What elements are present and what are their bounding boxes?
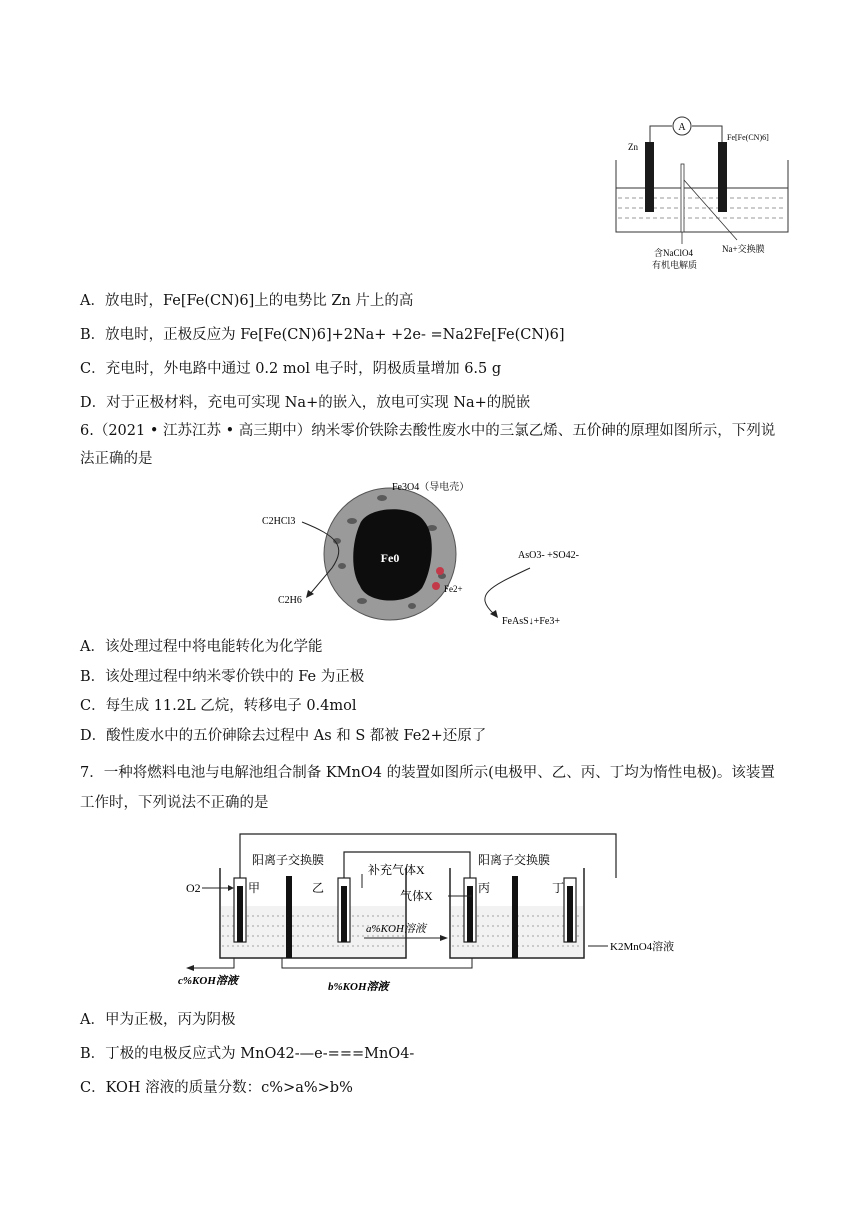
ions-out-label: FeAsS↓+Fe3+: [502, 616, 560, 627]
ions-in-label: AsO3- +SO42-: [518, 550, 579, 561]
membrane-label: Na+交换膜: [722, 244, 765, 254]
q6-option-b: B．该处理过程中纳米零价铁中的 Fe 为正极: [80, 669, 365, 685]
q5-option-d: D．对于正极材料，充电可实现 Na+的嵌入，放电可实现 Na+的脱嵌: [80, 395, 531, 411]
fuel-cell-diagram: [172, 828, 692, 1000]
koh-b-label: b%KOH溶液: [328, 981, 389, 993]
zn-electrode: [645, 142, 654, 212]
membrane-left-label: 阳离子交换膜: [252, 853, 325, 867]
fe-electrode: [718, 142, 727, 212]
koh-a-label: a%KOH溶液: [366, 923, 426, 935]
q6-stem-line2: 法正确的是: [80, 451, 153, 467]
electrode-yi: 乙: [312, 881, 325, 895]
core-label: Fe0: [380, 551, 400, 565]
ammeter-label: A: [678, 122, 686, 133]
q7-option-b: B．丁极的电极反应式为 MnO42-—e-===MnO4-: [80, 1046, 415, 1062]
ion-label: Fe2+: [444, 584, 463, 594]
q6-stem-line1: 6.（2021 • 江苏江苏 • 高三期中）纳米零价铁除去酸性废水中的三氯乙烯、五价砷的原理如图所示，下列说: [80, 423, 776, 439]
zn-label: Zn: [628, 142, 638, 152]
membrane-right-label: 阳离子交换膜: [478, 853, 551, 867]
fe-label: Fe[Fe(CN)6]: [727, 133, 769, 142]
electrolyte-label-2: 有机电解质: [652, 260, 698, 270]
supply-gas-label: 补充气体X: [368, 863, 425, 877]
q7-option-c: C．KOH 溶液的质量分数：c%>a%>b%: [80, 1080, 353, 1096]
q7-stem-line1: 7．一种将燃料电池与电解池组合制备 KMnO4 的装置如图所示(电极甲、乙、丙、丁均为惰性电极)。该装置: [80, 765, 775, 781]
o2-label: O2: [186, 881, 201, 895]
koh-c-label: c%KOH溶液: [178, 975, 238, 987]
q6-option-c: C．每生成 11.2L 乙烷，转移电子 0.4mol: [80, 698, 357, 714]
q7-stem-line2: 工作时，下列说法不正确的是: [80, 795, 269, 811]
electrode-ding: 丁: [552, 881, 565, 895]
k2mno4-label: K2MnO4溶液: [610, 941, 675, 953]
electrode-jia: 甲: [248, 881, 261, 895]
shell-label: Fe3O4（导电壳）: [392, 482, 470, 493]
q5-option-b: B．放电时，正极反应为 Fe[Fe(CN)6]+2Na+ +2e- =Na2Fe[Fe(CN)6]: [80, 327, 565, 343]
q5-option-c: C．充电时，外电路中通过 0.2 mol 电子时，阴极质量增加 6.5 g: [80, 361, 502, 377]
q5-option-a: A．放电时，Fe[Fe(CN)6]上的电势比 Zn 片上的高: [80, 293, 414, 309]
battery-diagram: [612, 110, 792, 285]
electrode-bing: 丙: [478, 881, 491, 895]
electrolyte-label-1: 含NaClO4: [654, 248, 693, 258]
reactant-label: C2HCl3: [262, 516, 296, 527]
product-label: C2H6: [278, 595, 302, 606]
nano-iron-diagram: [262, 476, 592, 632]
gas-x-label: 气体X: [400, 889, 433, 903]
q6-option-a: A．该处理过程中将电能转化为化学能: [80, 639, 323, 655]
q6-option-d: D．酸性废水中的五价砷除去过程中 As 和 S 都被 Fe2+还原了: [80, 728, 487, 744]
q7-option-a: A．甲为正极，丙为阴极: [80, 1012, 236, 1028]
